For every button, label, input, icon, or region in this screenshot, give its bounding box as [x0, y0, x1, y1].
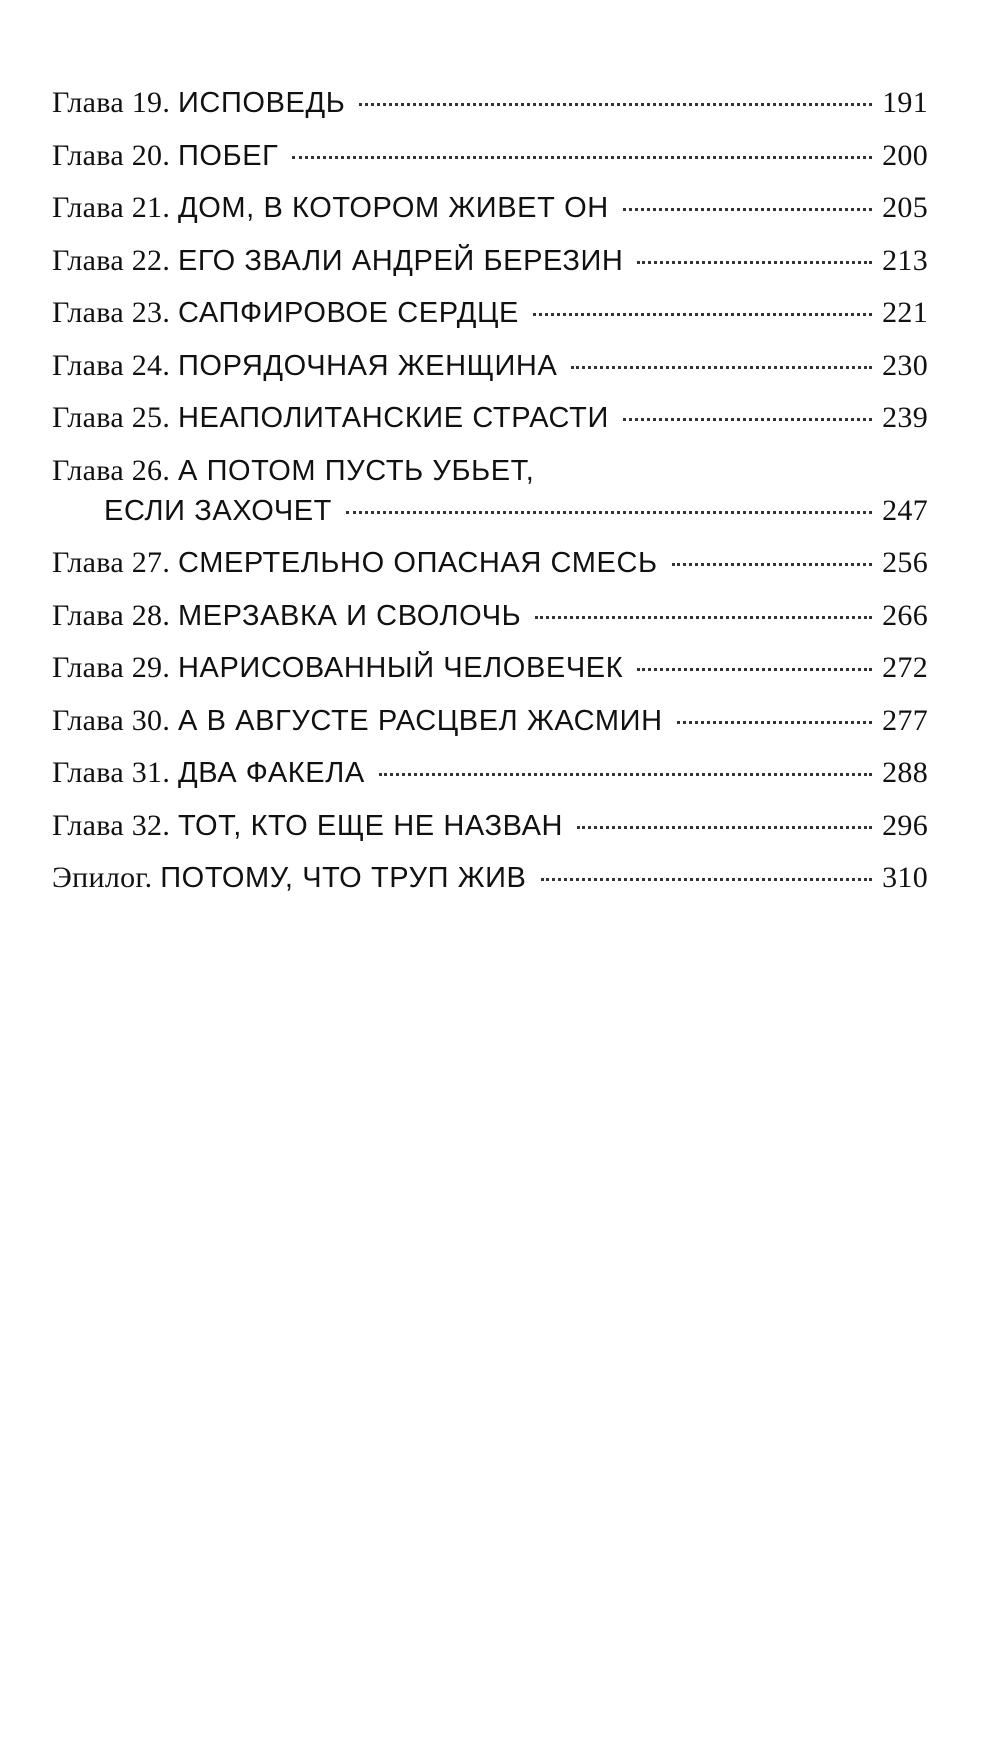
chapter-title-continuation: ЕСЛИ ЗАХОЧЕТ: [104, 494, 332, 527]
chapter-label: Глава 21.: [52, 191, 171, 224]
toc-entry-chapter-20: [52, 139, 928, 192]
page-number: 247: [882, 493, 928, 527]
chapter-title: ПОРЯДОЧНАЯ ЖЕНЩИНА: [177, 349, 558, 382]
chapter-title: НЕАПОЛИТАНСКИЕ СТРАСТИ: [177, 402, 609, 434]
toc-entry-chapter-28: [52, 599, 928, 652]
dot-leader: [292, 156, 872, 159]
toc-entry-chapter-23: [52, 296, 928, 349]
table-of-contents: [52, 86, 928, 914]
chapter-title: МЕРЗАВКА И СВОЛОЧЬ: [177, 599, 522, 632]
dot-leader: [359, 103, 872, 106]
chapter-label: Глава 27.: [52, 546, 171, 579]
dot-leader: [623, 208, 872, 211]
dot-leader: [637, 261, 872, 264]
dot-leader: [672, 563, 872, 566]
chapter-title: ДОМ, В КОТОРОМ ЖИВЕТ ОН: [177, 192, 609, 224]
chapter-label: Глава 24.: [52, 348, 171, 382]
page-number: 296: [882, 808, 928, 842]
page-number: 288: [882, 756, 928, 789]
dot-leader: [571, 366, 872, 369]
chapter-label: Эпилог.: [52, 861, 153, 894]
chapter-label: Глава 26.: [52, 453, 171, 487]
chapter-label: Глава 20.: [52, 138, 171, 172]
toc-entry-chapter-27: [52, 546, 928, 599]
dot-leader: [623, 418, 872, 421]
toc-entry-chapter-32: [52, 809, 928, 862]
page-number: 230: [882, 348, 928, 382]
chapter-title: СМЕРТЕЛЬНО ОПАСНАЯ СМЕСЬ: [177, 547, 658, 579]
chapter-label: Глава 22.: [52, 243, 171, 277]
page-number: 205: [882, 191, 928, 224]
toc-entry-chapter-22: [52, 244, 928, 297]
chapter-title: А В АВГУСТЕ РАСЦВЕЛ ЖАСМИН: [177, 704, 663, 737]
toc-entry-chapter-26: [52, 454, 928, 547]
page-number: 256: [882, 546, 928, 579]
page-number: 221: [882, 296, 928, 329]
chapter-title: ЕГО ЗВАЛИ АНДРЕЙ БЕРЕЗИН: [177, 244, 624, 277]
chapter-title: ПОБЕГ: [177, 139, 279, 172]
dot-leader: [541, 878, 873, 881]
dot-leader: [677, 721, 872, 724]
toc-entry-chapter-21: [52, 191, 928, 244]
chapter-title: САПФИРОВОЕ СЕРДЦЕ: [177, 297, 519, 329]
page-number: 266: [882, 598, 928, 632]
dot-leader: [577, 826, 872, 829]
toc-entry-chapter-25: [52, 401, 928, 454]
chapter-title: ПОТОМУ, ЧТО ТРУП ЖИВ: [160, 862, 527, 894]
dot-leader: [637, 668, 872, 671]
toc-entry-chapter-19: [52, 86, 928, 139]
dot-leader: [346, 511, 872, 514]
dot-leader: [379, 773, 872, 776]
page-number: 310: [882, 861, 928, 894]
chapter-label: Глава 32.: [52, 808, 171, 842]
page-number: 277: [882, 703, 928, 737]
page-number: 272: [882, 651, 928, 684]
toc-entry-chapter-30: [52, 704, 928, 757]
toc-entry-chapter-31: [52, 756, 928, 809]
page-number: 200: [882, 138, 928, 172]
chapter-title: ДВА ФАКЕЛА: [177, 757, 365, 789]
chapter-title: ИСПОВЕДЬ: [177, 87, 346, 119]
page-number: 213: [882, 243, 928, 277]
chapter-title: ТОТ, КТО ЕЩЕ НЕ НАЗВАН: [177, 809, 564, 842]
dot-leader: [535, 616, 872, 619]
chapter-label: Глава 25.: [52, 401, 171, 434]
chapter-label: Глава 19.: [52, 86, 171, 119]
toc-entry-epilogue: [52, 861, 928, 914]
dot-leader: [533, 313, 872, 316]
chapter-label: Глава 31.: [52, 756, 171, 789]
chapter-label: Глава 29.: [52, 651, 171, 684]
chapter-label: Глава 23.: [52, 296, 171, 329]
chapter-label: Глава 28.: [52, 598, 171, 632]
toc-entry-chapter-29: [52, 651, 928, 704]
chapter-title: НАРИСОВАННЫЙ ЧЕЛОВЕЧЕК: [177, 652, 624, 684]
page-number: 239: [882, 401, 928, 434]
chapter-title: А ПОТОМ ПУСТЬ УБЬЕТ,: [177, 454, 535, 487]
chapter-label: Глава 30.: [52, 703, 171, 737]
page-number: 191: [882, 86, 928, 119]
toc-entry-chapter-24: [52, 349, 928, 402]
